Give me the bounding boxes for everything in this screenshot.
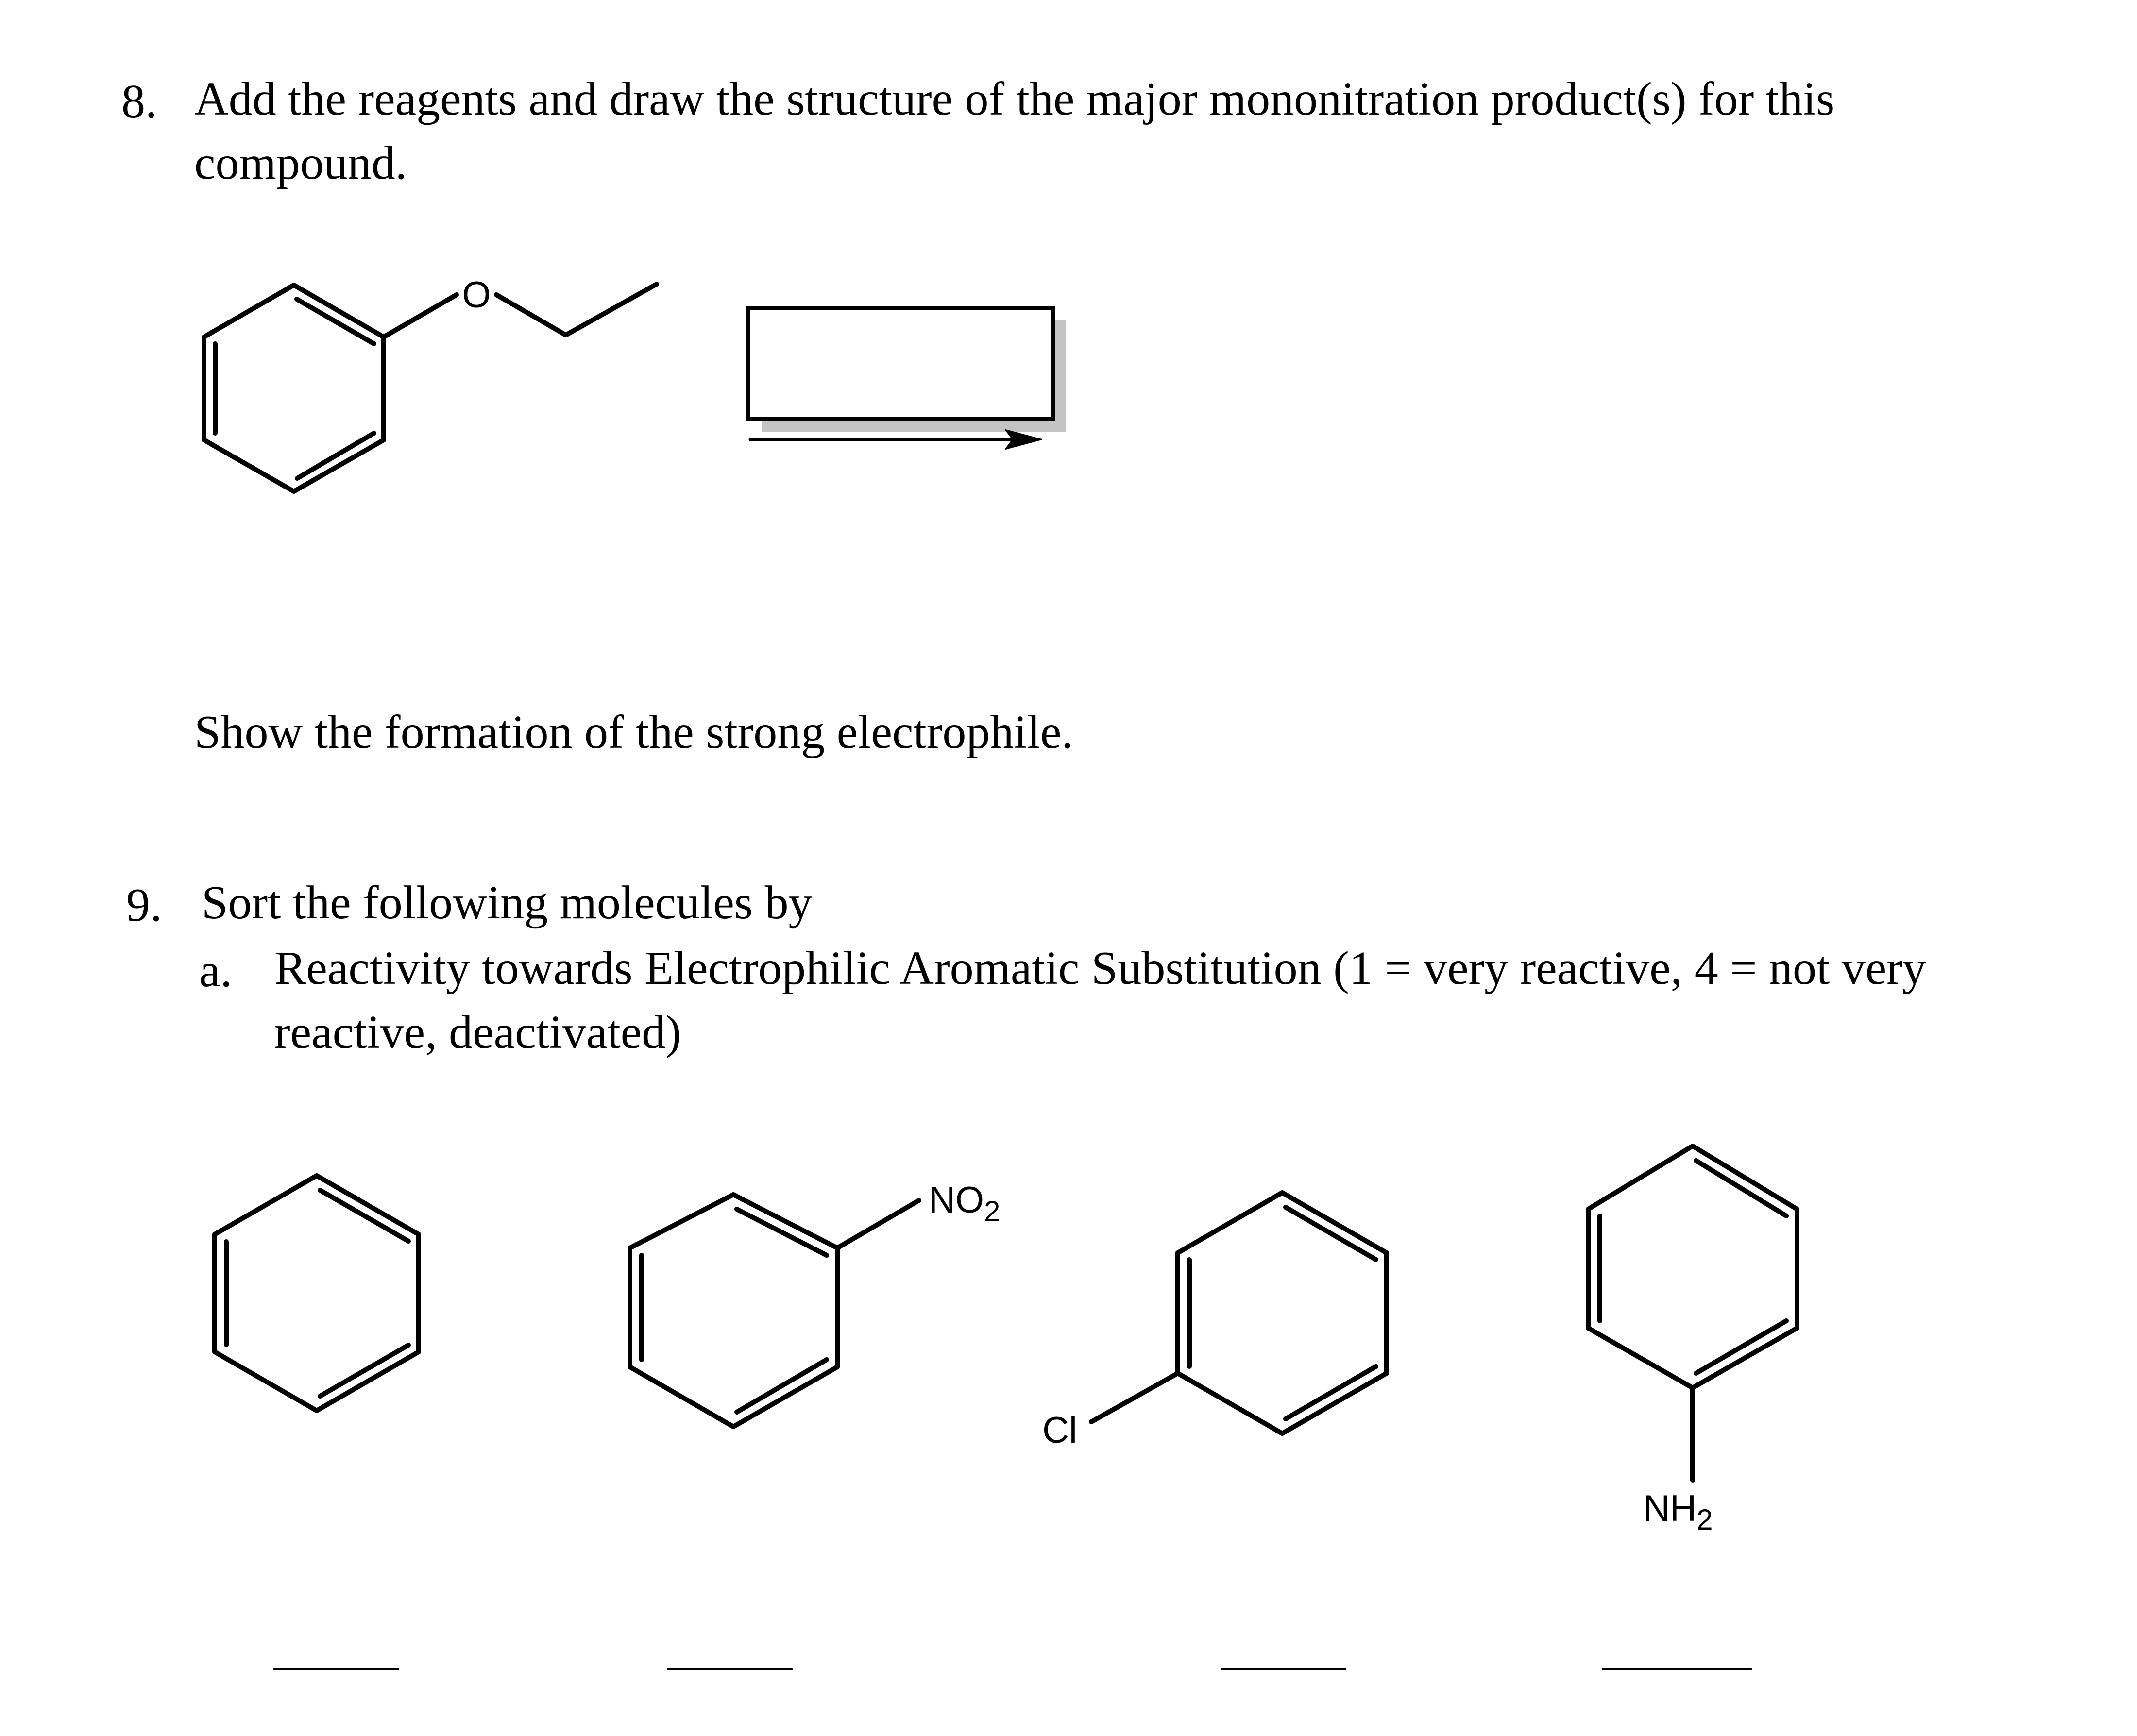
reagent-answer-box[interactable] (748, 308, 1066, 432)
amino-label: $NH_2$ (1643, 1488, 1713, 1536)
reaction-arrow (750, 430, 1042, 449)
nitrobenzene-structure (630, 1180, 1000, 1427)
benzene-ring (204, 285, 384, 491)
oxygen-label: O (462, 274, 491, 316)
question-8-text: Add the reagents and draw the structure of the major mononitration product(s) for this compound. (194, 73, 1835, 189)
question-8-number: 8. (121, 75, 157, 128)
benzene-ring (630, 1195, 837, 1427)
question-9-text: Sort the following molecules by (202, 876, 813, 929)
question-9-number: 9. (126, 879, 162, 931)
benzene-ring (1588, 1146, 1797, 1388)
chloro-label: Cl (1042, 1410, 1077, 1451)
benzene-structure (215, 1176, 419, 1411)
benzene-ring (1178, 1193, 1387, 1433)
benzene-ring (215, 1176, 419, 1411)
nitro-label: $NO_2$ (929, 1180, 1001, 1228)
electrophile-prompt: Show the formation of the strong electrophile. (194, 706, 1073, 758)
chlorobenzene-structure (1042, 1193, 1387, 1451)
aniline-structure (1588, 1146, 1797, 1536)
question-9a-text: Reactivity towards Electrophilic Aromatic Substitution (1 = very reactive, 4 = not very reactive, deactivated) (274, 942, 1926, 1059)
question-9a-letter: a. (199, 944, 232, 997)
ethoxybenzene-structure (204, 274, 657, 491)
reagent-box[interactable] (748, 308, 1053, 419)
